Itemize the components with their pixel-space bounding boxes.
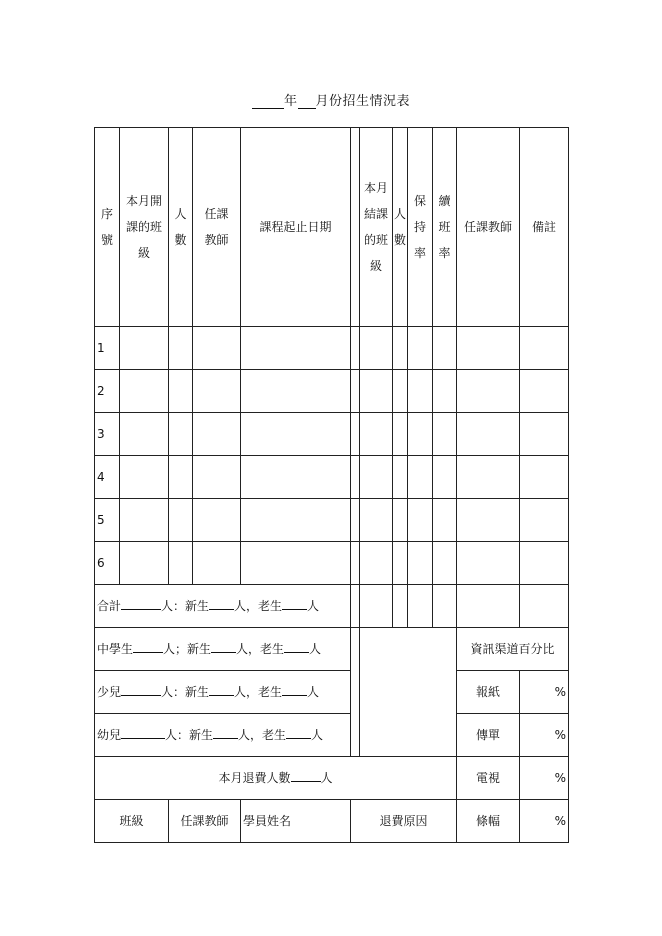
cell[interactable] xyxy=(351,327,360,370)
merged-blank-cell[interactable] xyxy=(360,628,457,757)
cell[interactable] xyxy=(360,499,393,542)
cell[interactable] xyxy=(457,542,520,585)
header-open-class: 本月開 課的班 級 xyxy=(120,128,169,327)
cell[interactable] xyxy=(457,499,520,542)
cell[interactable] xyxy=(351,499,360,542)
row-number: 3 xyxy=(95,413,120,456)
channel-newspaper-value[interactable]: % xyxy=(520,671,569,714)
cell[interactable] xyxy=(193,542,241,585)
channel-newspaper-label: 報紙 xyxy=(457,671,520,714)
cell[interactable] xyxy=(351,628,360,757)
cell[interactable] xyxy=(393,456,408,499)
cell[interactable] xyxy=(360,585,393,628)
cell[interactable] xyxy=(360,456,393,499)
middle-school-summary: 中學生 人；新生 人，老生 人 xyxy=(95,628,351,671)
header-row xyxy=(95,128,569,327)
cell[interactable] xyxy=(520,585,569,628)
cell[interactable] xyxy=(241,542,351,585)
junior-summary: 少兒 人：新生 人，老生 人 xyxy=(95,671,351,714)
refund-count: 本月退費人數 人 xyxy=(95,757,457,800)
cell[interactable] xyxy=(433,413,457,456)
cell[interactable] xyxy=(520,370,569,413)
cell[interactable] xyxy=(393,499,408,542)
header-count-2: 人 數 xyxy=(393,128,408,327)
cell[interactable] xyxy=(169,542,193,585)
cell[interactable] xyxy=(360,542,393,585)
cell[interactable] xyxy=(457,327,520,370)
cell[interactable] xyxy=(241,499,351,542)
cell[interactable] xyxy=(408,585,433,628)
table-row xyxy=(95,327,569,370)
cell[interactable] xyxy=(520,456,569,499)
title-year-suffix: 年 xyxy=(283,94,298,109)
cell[interactable] xyxy=(351,413,360,456)
cell[interactable] xyxy=(520,327,569,370)
cell[interactable] xyxy=(169,499,193,542)
cell[interactable] xyxy=(360,413,393,456)
refund-header-student: 學員姓名 xyxy=(241,800,351,843)
enrollment-table xyxy=(94,127,569,843)
table-row xyxy=(95,370,569,413)
cell[interactable] xyxy=(120,456,169,499)
cell[interactable] xyxy=(520,542,569,585)
table-row xyxy=(95,499,569,542)
channel-tv-value[interactable]: % xyxy=(520,757,569,800)
channel-tv-label: 電視 xyxy=(457,757,520,800)
cell[interactable] xyxy=(241,327,351,370)
header-spacer xyxy=(351,128,360,327)
cell[interactable] xyxy=(393,327,408,370)
table-row xyxy=(95,413,569,456)
header-course-dates: 課程起止日期 xyxy=(241,128,351,327)
year-blank xyxy=(252,96,284,109)
cell[interactable] xyxy=(360,370,393,413)
cell[interactable] xyxy=(241,413,351,456)
header-remarks: 備註 xyxy=(520,128,569,327)
refund-row xyxy=(95,757,569,800)
cell[interactable] xyxy=(360,327,393,370)
toddler-summary: 幼兒 人：新生 人，老生 人 xyxy=(95,714,351,757)
cell[interactable] xyxy=(393,585,408,628)
header-count-1: 人 數 xyxy=(169,128,193,327)
header-continue-rate: 續 班 率 xyxy=(433,128,457,327)
refund-header-class: 班級 xyxy=(95,800,169,843)
cell[interactable] xyxy=(169,413,193,456)
junior-row xyxy=(95,671,569,714)
channels-title: 資訊渠道百分比 xyxy=(457,628,569,671)
channel-banner-value[interactable]: % xyxy=(520,800,569,843)
cell[interactable] xyxy=(193,327,241,370)
cell[interactable] xyxy=(457,585,520,628)
cell[interactable] xyxy=(433,542,457,585)
cell[interactable] xyxy=(433,370,457,413)
toddler-row xyxy=(95,714,569,757)
cell[interactable] xyxy=(193,499,241,542)
cell[interactable] xyxy=(393,370,408,413)
cell[interactable] xyxy=(120,327,169,370)
row-number: 4 xyxy=(95,456,120,499)
cell[interactable] xyxy=(433,327,457,370)
cell[interactable] xyxy=(169,370,193,413)
total-row xyxy=(95,585,569,628)
refund-header-reason: 退費原因 xyxy=(351,800,457,843)
cell[interactable] xyxy=(520,499,569,542)
title-month-suffix: 月份招生情況表 xyxy=(315,94,411,109)
refund-header-teacher: 任課教師 xyxy=(169,800,241,843)
row-number: 5 xyxy=(95,499,120,542)
cell[interactable] xyxy=(433,585,457,628)
cell[interactable] xyxy=(351,585,360,628)
cell[interactable] xyxy=(457,413,520,456)
table-row xyxy=(95,542,569,585)
cell[interactable] xyxy=(457,370,520,413)
cell[interactable] xyxy=(120,413,169,456)
cell[interactable] xyxy=(241,456,351,499)
table-row xyxy=(95,456,569,499)
month-blank xyxy=(298,96,316,109)
refund-header-row xyxy=(95,800,569,843)
cell[interactable] xyxy=(393,542,408,585)
cell[interactable] xyxy=(169,456,193,499)
channel-flyer-value[interactable]: % xyxy=(520,714,569,757)
cell[interactable] xyxy=(433,456,457,499)
cell[interactable] xyxy=(241,370,351,413)
cell[interactable] xyxy=(193,456,241,499)
cell[interactable] xyxy=(408,327,433,370)
channel-banner-label: 條幅 xyxy=(457,800,520,843)
cell[interactable] xyxy=(408,499,433,542)
cell[interactable] xyxy=(120,499,169,542)
cell[interactable] xyxy=(169,327,193,370)
page-title xyxy=(0,90,662,109)
cell[interactable] xyxy=(408,370,433,413)
header-retain-rate: 保 持 率 xyxy=(408,128,433,327)
cell[interactable] xyxy=(351,542,360,585)
cell[interactable] xyxy=(408,542,433,585)
header-end-class: 本月 結課 的班 級 xyxy=(360,128,393,327)
cell[interactable] xyxy=(408,456,433,499)
header-teacher-1: 任課 教師 xyxy=(193,128,241,327)
header-seq: 序 號 xyxy=(95,128,120,327)
row-number: 2 xyxy=(95,370,120,413)
channel-flyer-label: 傳單 xyxy=(457,714,520,757)
cell[interactable] xyxy=(120,370,169,413)
header-teacher-2: 任課教師 xyxy=(457,128,520,327)
row-number: 6 xyxy=(95,542,120,585)
cell[interactable] xyxy=(457,456,520,499)
row-number: 1 xyxy=(95,327,120,370)
cell[interactable] xyxy=(520,413,569,456)
cell[interactable] xyxy=(120,542,169,585)
cell[interactable] xyxy=(351,370,360,413)
middle-school-row xyxy=(95,628,569,671)
cell[interactable] xyxy=(193,370,241,413)
cell[interactable] xyxy=(351,456,360,499)
cell[interactable] xyxy=(193,413,241,456)
cell[interactable] xyxy=(408,413,433,456)
cell[interactable] xyxy=(433,499,457,542)
total-summary: 合計 人：新生 人，老生 人 xyxy=(95,585,351,628)
cell[interactable] xyxy=(393,413,408,456)
